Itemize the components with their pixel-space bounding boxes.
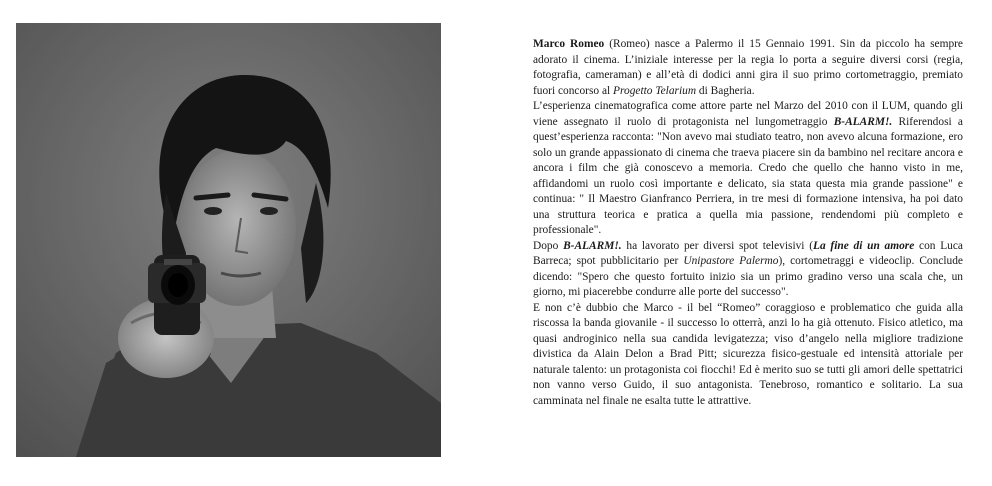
bio-text: ha lavorato per diversi spot televisivi ( bbox=[621, 239, 814, 252]
bio-text: Riferendosi a quest’esperienza racconta: "Non avevo mai studiato teatro, non avevo alcuna formazione, ero solo un grande appassionato di cinema che traeva piacere sin da bambino nel recitare ancora e ancora i film che già conoscevo a memoria. Credo che quello che hanno visto in me, affidandomi un ruolo così importante e delicato, sia stata questa mia grande passione" e continua: " Il Maestro Gianfranco Perriera, in tre mesi di formazione intensiva, ha poi dato una struttura teorica e pratica a quella mia passione, rendendomi più completo e professionale". bbox=[533, 115, 963, 236]
bio-paragraph-3 bbox=[533, 239, 963, 301]
bio-paragraph-2 bbox=[533, 99, 963, 239]
bio-paragraph-1 bbox=[533, 37, 963, 99]
portrait-illustration bbox=[16, 23, 441, 457]
project-title: Progetto Telarium bbox=[613, 84, 697, 97]
portrait-photo bbox=[16, 23, 441, 457]
bio-paragraph-4: E non c’è dubbio che Marco - il bel “Romeo” coraggioso e problematico che guida alla riscossa la banda giovanile - il successo lo otterrà, anzi lo ha già ottenuto. Fisico atletico, ma quasi androginico nella sua candida levigatezza; viso d’angelo nella migliore tradizione divistica da Alain Delon a Brad Pitt; sicurezza fisico-gestuale ed intensità attoriale per naturale talento: un protagonista coi fiocchi! Ed è merito suo se tutti gli amori delle spettatrici non vanno verso Guido, il suo antagonista. Tenebroso, romantico e solitario. La sua camminata nel finale ne esalta tutte le attrattive. bbox=[533, 301, 963, 407]
film-title: B-ALARM!. bbox=[563, 239, 622, 252]
film-title: B-ALARM!. bbox=[833, 115, 893, 128]
bio-text: di Bagheria. bbox=[696, 84, 755, 97]
spot-title: La fine di un amore bbox=[813, 239, 915, 252]
bio-text: (Romeo) nasce a Palermo il 15 Gennaio 1991. Sin da piccolo ha sempre adorato il cinema. L’iniziale interesse per la regia lo porta a seguire diversi corsi (regia, fotografia, cameraman) e all’età di dodici anni gira il suo primo cortometraggio, premiato fuori concorso al bbox=[533, 38, 963, 97]
biography-text bbox=[533, 37, 963, 409]
client-name: Unipastore Palermo bbox=[683, 255, 779, 267]
bio-text: ), cortometraggi e videoclip. Conclude dicendo: "Spero che questo fortuito inizio sia un primo gradino verso una scala che, un giorno, mi piacerebbe condurre alle porte del successo". bbox=[533, 255, 963, 298]
bio-text: con Luca Barreca; spot pubblicitario per bbox=[533, 239, 963, 267]
bio-text: Dopo bbox=[533, 239, 564, 252]
bio-text: L’esperienza cinematografica come attore parte nel Marzo del 2010 con il LUM, quando gli viene assegnato il ruolo di protagonista nel lungometraggio bbox=[533, 100, 963, 128]
actor-name: Marco Romeo bbox=[533, 38, 605, 50]
